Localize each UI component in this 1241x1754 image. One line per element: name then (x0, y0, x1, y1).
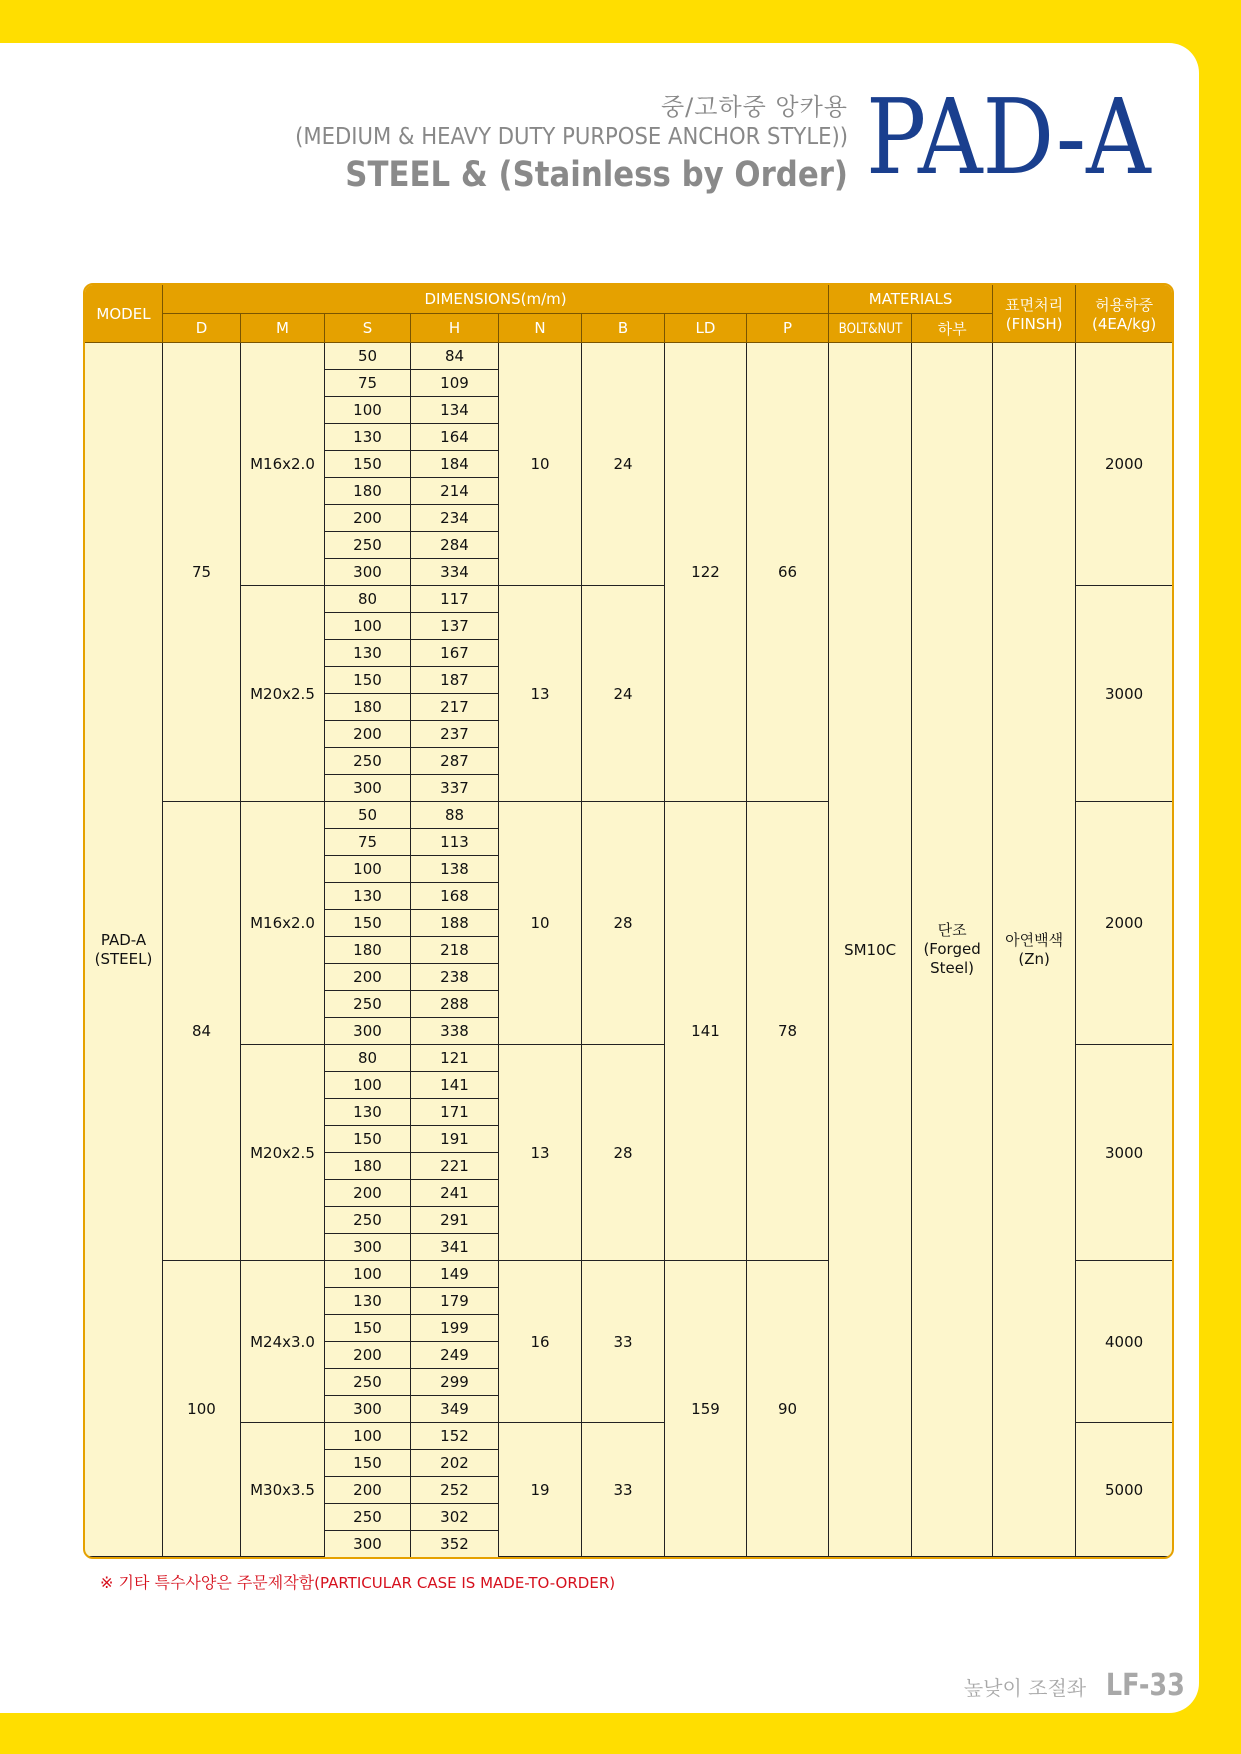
cell-h: 109 (411, 370, 499, 397)
cell-b: 33 (582, 1423, 665, 1557)
cell-s: 100 (325, 1423, 411, 1450)
cell-finish (993, 343, 1076, 1557)
material-line: STEEL & (Stainless by Order) (345, 155, 848, 195)
cell-h: 214 (411, 478, 499, 505)
cell-n: 16 (499, 1261, 582, 1423)
cell-h: 249 (411, 1342, 499, 1369)
cell-s: 180 (325, 478, 411, 505)
cell-ld: 159 (665, 1261, 747, 1557)
header-p: P (747, 314, 829, 343)
cell-h: 141 (411, 1072, 499, 1099)
header-load-en: (4EA/kg) (1091, 315, 1157, 333)
cell-h: 252 (411, 1477, 499, 1504)
cell-load: 3000 (1076, 586, 1172, 802)
header-b: B (582, 314, 665, 343)
cell-s: 200 (325, 964, 411, 991)
cell-load: 2000 (1076, 343, 1172, 586)
cell-h: 113 (411, 829, 499, 856)
header-model: MODEL (85, 285, 163, 343)
cell-s: 200 (325, 1180, 411, 1207)
cell-h: 349 (411, 1396, 499, 1423)
cell-h: 238 (411, 964, 499, 991)
cell-s: 200 (325, 1477, 411, 1504)
header-bolt-nut-label: BOLT&NUT (838, 321, 902, 337)
cell-h: 168 (411, 883, 499, 910)
cell-h: 217 (411, 694, 499, 721)
cell-s: 75 (325, 829, 411, 856)
cell-s: 100 (325, 856, 411, 883)
cell-s: 75 (325, 370, 411, 397)
header-bolt-nut (829, 314, 912, 343)
cell-load: 2000 (1076, 802, 1172, 1045)
cell-d: 84 (163, 802, 241, 1261)
cell-h: 202 (411, 1450, 499, 1477)
cell-s: 200 (325, 1342, 411, 1369)
header-ld: LD (665, 314, 747, 343)
cell-s: 100 (325, 397, 411, 424)
cell-s: 150 (325, 451, 411, 478)
cell-m: M16x2.0 (241, 343, 325, 586)
cell-d: 100 (163, 1261, 241, 1557)
cell-s: 130 (325, 883, 411, 910)
cell-s: 130 (325, 1288, 411, 1315)
header-s: S (325, 314, 411, 343)
cell-h: 221 (411, 1153, 499, 1180)
cell-n: 10 (499, 802, 582, 1045)
cell-finish-line-2: (Zn) (1018, 949, 1050, 968)
cell-h: 334 (411, 559, 499, 586)
cell-h: 237 (411, 721, 499, 748)
header-finish-ko: 표면처리 (1005, 296, 1064, 314)
cell-s: 130 (325, 424, 411, 451)
cell-model (85, 343, 163, 1557)
cell-b: 33 (582, 1261, 665, 1423)
cell-h: 121 (411, 1045, 499, 1072)
table-row (85, 343, 1172, 370)
cell-s: 80 (325, 1045, 411, 1072)
cell-s: 200 (325, 721, 411, 748)
cell-h: 117 (411, 586, 499, 613)
cell-load: 4000 (1076, 1261, 1172, 1423)
cell-p: 66 (747, 343, 829, 802)
cell-p: 78 (747, 802, 829, 1261)
cell-m: M20x2.5 (241, 1045, 325, 1261)
cell-b: 28 (582, 1045, 665, 1261)
cell-s: 150 (325, 910, 411, 937)
cell-lower-line-1: 단조 (937, 921, 967, 939)
header-finish (993, 285, 1076, 343)
cell-s: 150 (325, 667, 411, 694)
cell-s: 180 (325, 937, 411, 964)
cell-h: 164 (411, 424, 499, 451)
footnote-korean: ※ 기타 특수사양은 주문제작함 (100, 1573, 315, 1592)
footnote (100, 1570, 615, 1593)
cell-h: 352 (411, 1531, 499, 1557)
cell-ld: 122 (665, 343, 747, 802)
cell-s: 100 (325, 1072, 411, 1099)
cell-s: 150 (325, 1450, 411, 1477)
cell-d: 75 (163, 343, 241, 802)
cell-s: 300 (325, 559, 411, 586)
page-footer (964, 1668, 1185, 1703)
cell-h: 84 (411, 343, 499, 370)
cell-h: 137 (411, 613, 499, 640)
header-lower: 하부 (912, 314, 993, 343)
cell-load: 5000 (1076, 1423, 1172, 1557)
cell-b: 24 (582, 586, 665, 802)
cell-s: 130 (325, 640, 411, 667)
product-title: PAD-A (866, 76, 1151, 198)
cell-load: 3000 (1076, 1045, 1172, 1261)
cell-n: 10 (499, 343, 582, 586)
cell-h: 241 (411, 1180, 499, 1207)
cell-h: 338 (411, 1018, 499, 1045)
cell-h: 187 (411, 667, 499, 694)
cell-s: 250 (325, 1207, 411, 1234)
cell-lower (912, 343, 993, 1557)
cell-h: 171 (411, 1099, 499, 1126)
cell-s: 300 (325, 1018, 411, 1045)
korean-subtitle: 중/고하중 앙카용 (660, 93, 848, 121)
spec-table-body (85, 343, 1172, 1557)
cell-m: M16x2.0 (241, 802, 325, 1045)
cell-lower-line-3: Steel) (930, 959, 975, 977)
cell-n: 19 (499, 1423, 582, 1557)
cell-h: 299 (411, 1369, 499, 1396)
cell-model-line-1: PAD-A (100, 930, 147, 949)
cell-h: 88 (411, 802, 499, 829)
cell-s: 300 (325, 1531, 411, 1557)
footer-page-code: LF-33 (1106, 1668, 1185, 1703)
cell-h: 199 (411, 1315, 499, 1342)
cell-b: 24 (582, 343, 665, 586)
header-dimensions: DIMENSIONS(m/m) (163, 285, 829, 314)
cell-s: 200 (325, 505, 411, 532)
cell-s: 150 (325, 1315, 411, 1342)
cell-h: 138 (411, 856, 499, 883)
cell-p: 90 (747, 1261, 829, 1557)
cell-h: 184 (411, 451, 499, 478)
cell-h: 152 (411, 1423, 499, 1450)
cell-s: 180 (325, 694, 411, 721)
cell-s: 180 (325, 1153, 411, 1180)
header-load-ko: 허용하중 (1095, 296, 1154, 314)
cell-h: 134 (411, 397, 499, 424)
cell-m: M30x3.5 (241, 1423, 325, 1557)
cell-model-line-2: (STEEL) (94, 949, 153, 968)
cell-bolt-nut: SM10C (829, 343, 912, 1557)
cell-s: 250 (325, 991, 411, 1018)
cell-s: 100 (325, 1261, 411, 1288)
cell-s: 80 (325, 586, 411, 613)
cell-s: 50 (325, 343, 411, 370)
cell-s: 150 (325, 1126, 411, 1153)
header-m: M (241, 314, 325, 343)
cell-h: 341 (411, 1234, 499, 1261)
cell-finish-line-1: 아연백색 (1005, 930, 1064, 949)
cell-m: M24x3.0 (241, 1261, 325, 1423)
cell-s: 250 (325, 1504, 411, 1531)
cell-lower-line-2: (Forged (923, 940, 981, 958)
cell-s: 50 (325, 802, 411, 829)
header-n: N (499, 314, 582, 343)
cell-h: 149 (411, 1261, 499, 1288)
cell-s: 250 (325, 532, 411, 559)
english-subtitle: (MEDIUM & HEAVY DUTY PURPOSE ANCHOR STYLE)) (295, 124, 848, 150)
header-load (1076, 285, 1172, 343)
cell-s: 300 (325, 775, 411, 802)
cell-h: 167 (411, 640, 499, 667)
header-d: D (163, 314, 241, 343)
cell-h: 218 (411, 937, 499, 964)
cell-ld: 141 (665, 802, 747, 1261)
cell-h: 188 (411, 910, 499, 937)
cell-b: 28 (582, 802, 665, 1045)
footnote-english: (PARTICULAR CASE IS MADE-TO-ORDER) (314, 1574, 616, 1592)
cell-h: 179 (411, 1288, 499, 1315)
heading-block (247, 92, 848, 198)
header-materials: MATERIALS (829, 285, 993, 314)
spec-table (83, 283, 1174, 1559)
cell-s: 100 (325, 613, 411, 640)
cell-h: 287 (411, 748, 499, 775)
cell-h: 302 (411, 1504, 499, 1531)
cell-h: 191 (411, 1126, 499, 1153)
cell-h: 288 (411, 991, 499, 1018)
header-h: H (411, 314, 499, 343)
cell-s: 300 (325, 1234, 411, 1261)
cell-n: 13 (499, 1045, 582, 1261)
cell-s: 300 (325, 1396, 411, 1423)
cell-m: M20x2.5 (241, 586, 325, 802)
cell-h: 234 (411, 505, 499, 532)
footer-category: 높낮이 조절좌 (963, 1676, 1087, 1700)
cell-h: 284 (411, 532, 499, 559)
header-finish-en: (FINSH) (1005, 315, 1063, 333)
cell-h: 337 (411, 775, 499, 802)
cell-s: 130 (325, 1099, 411, 1126)
cell-h: 291 (411, 1207, 499, 1234)
cell-s: 250 (325, 748, 411, 775)
cell-n: 13 (499, 586, 582, 802)
cell-s: 250 (325, 1369, 411, 1396)
